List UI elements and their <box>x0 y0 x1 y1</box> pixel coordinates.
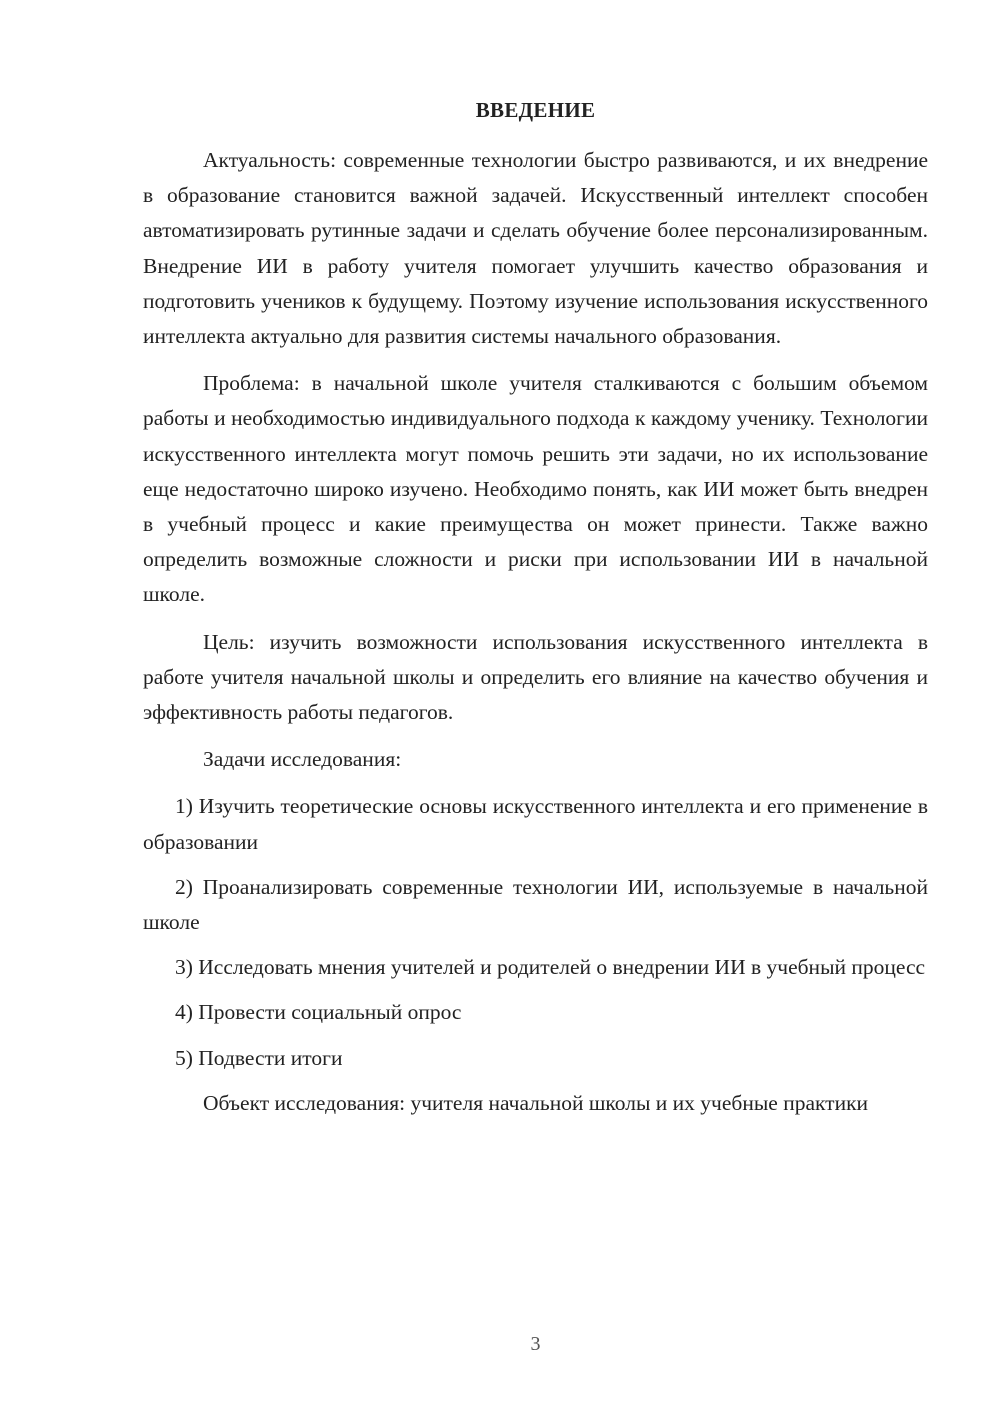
task-item: 2) Проанализировать современные технологии ИИ, используемые в начальной школе <box>143 874 928 935</box>
task-item: 3) Исследовать мнения учителей и родителей о внедрении ИИ в учебный процесс <box>175 955 926 980</box>
relevance-paragraph: Актуальность: современные технологии быстро развиваются, и их внедрение в образование становится важной задачей. Искусственный интеллект способен автоматизировать рутинные задачи и сделать обучение более персонализированным. Внедрение ИИ в работу учителя помогает улучшить качество образования и подготовить учеников к будущему. Поэтому изучение использования искусственного интеллекта актуально для развития системы начального образования. <box>143 148 928 349</box>
page-title: ВВЕДЕНИЕ <box>475 98 596 122</box>
task-item: 4) Провести социальный опрос <box>175 1000 462 1025</box>
goal-paragraph: Цель: изучить возможности использования искусственного интеллекта в работе учителя начальной школы и определить его влияние на качество обучения и эффективность работы педагогов. <box>143 629 928 725</box>
tasks-heading: Задачи исследования: <box>203 747 402 772</box>
page-number: 3 <box>530 1333 541 1355</box>
task-item: 5) Подвести итоги <box>175 1045 343 1070</box>
object-paragraph: Объект исследования: учителя начальной школы и их учебные практики <box>203 1090 869 1115</box>
document-body <box>143 143 928 1133</box>
problem-paragraph: Проблема: в начальной школе учителя сталкиваются с большим объемом работы и необходимостью индивидуального подхода к каждому ученику. Технологии искусственного интеллекта могут помочь решить эти задачи, но их использование еще недостаточно широко изучено. Необходимо понять, как ИИ может быть внедрен в учебный процесс и какие преимущества он может принести. Также важно определить возможные сложности и риски при использовании ИИ в начальной школе. <box>143 371 928 607</box>
task-item: 1) Изучить теоретические основы искусственного интеллекта и его применение в образовании <box>143 794 928 854</box>
